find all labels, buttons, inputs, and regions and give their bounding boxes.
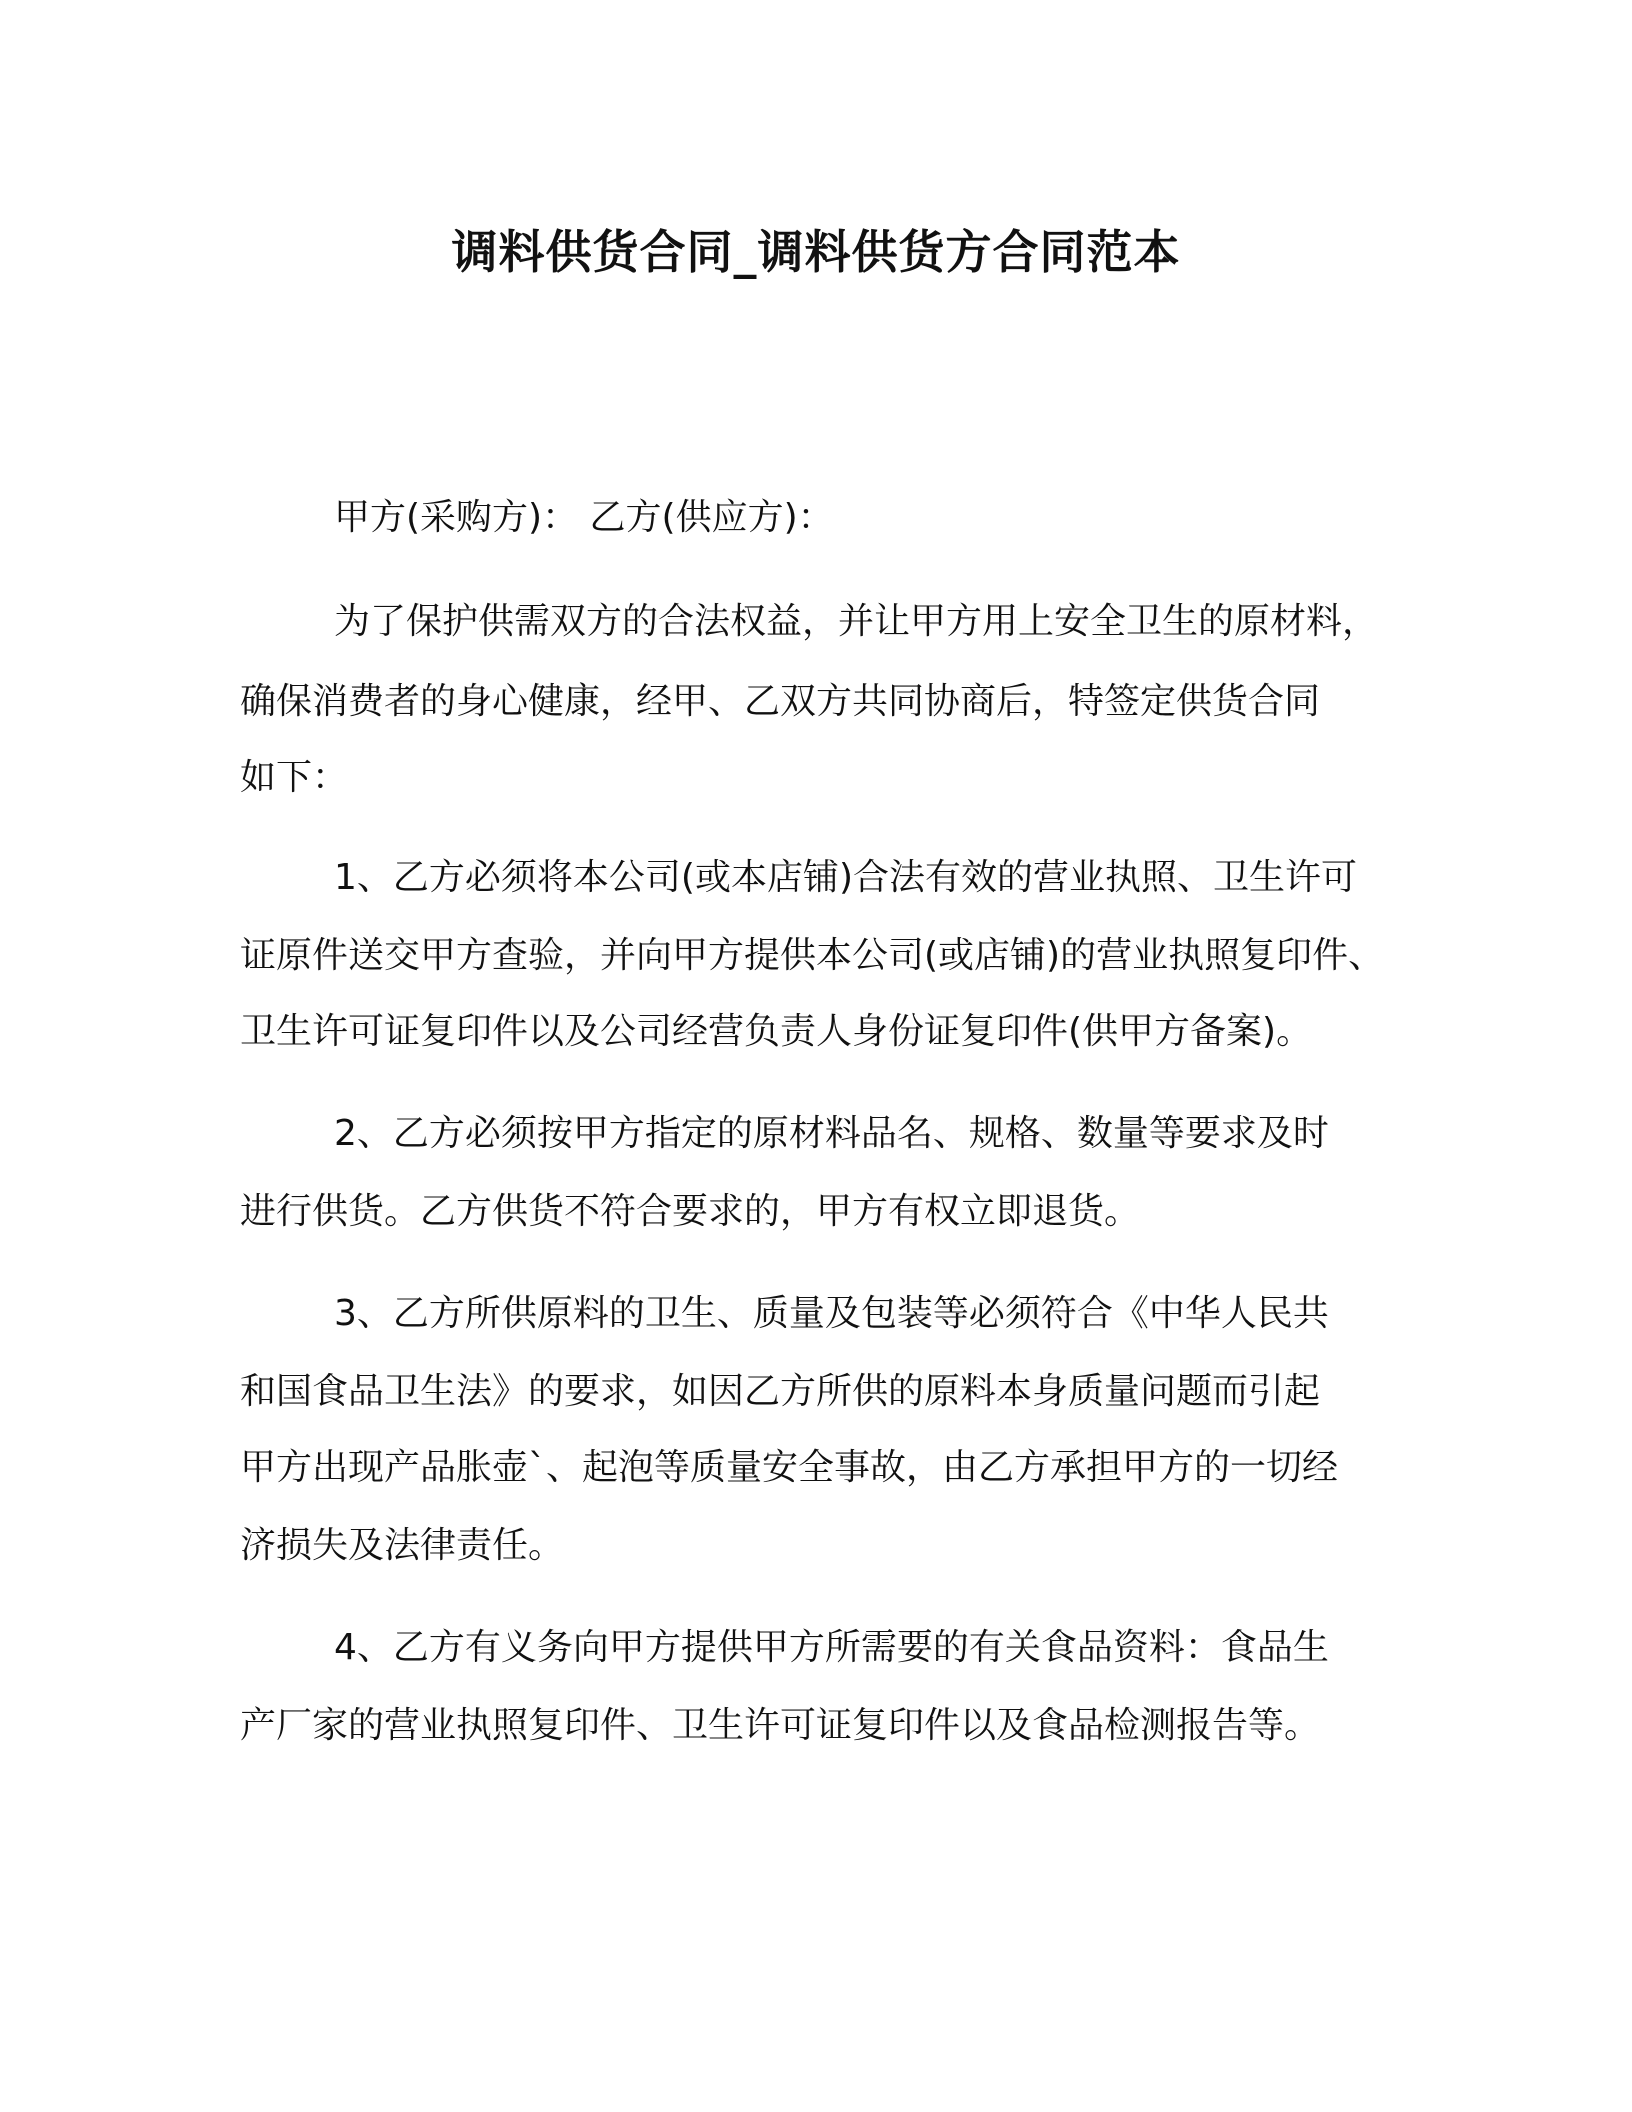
intro-line-2: 确保消费者的身心健康，经甲、乙双方共同协商后，特签定供货合同 xyxy=(240,681,1321,722)
clause-3-line-2: 和国食品卫生法》的要求，如因乙方所供的原料本身质量问题而引起 xyxy=(240,1371,1321,1412)
intro-line-1: 为了保护供需双方的合法权益，并让甲方用上安全卫生的原材料， xyxy=(334,601,1379,642)
clause-3-line-3: 甲方出现产品胀壶`、起泡等质量安全事故，由乙方承担甲方的一切经 xyxy=(240,1447,1339,1488)
clause-3-line-1: 3、乙方所供原料的卫生、质量及包装等必须符合《中华人民共 xyxy=(334,1293,1329,1334)
clause-1-line-2: 证原件送交甲方查验，并向甲方提供本公司(或店铺)的营业执照复印件、 xyxy=(240,935,1385,976)
clause-3-line-4: 济损失及法律责任。 xyxy=(240,1525,565,1566)
document-title: 调料供货合同_调料供货方合同范本 xyxy=(451,225,1181,279)
intro-line-3: 如下： xyxy=(240,757,349,798)
clause-1-line-3: 卫生许可证复印件以及公司经营负责人身份证复印件(供甲方备案)。 xyxy=(240,1011,1313,1052)
parties-line: 甲方(采购方)： 乙方(供应方)： xyxy=(334,497,834,538)
clause-4-line-2: 产厂家的营业执照复印件、卫生许可证复印件以及食品检测报告等。 xyxy=(240,1705,1321,1746)
clause-1-line-1: 1、乙方必须将本公司(或本店铺)合法有效的营业执照、卫生许可 xyxy=(334,857,1357,898)
clause-2-line-2: 进行供货。乙方供货不符合要求的，甲方有权立即退货。 xyxy=(240,1191,1141,1232)
clause-2-line-1: 2、乙方必须按甲方指定的原材料品名、规格、数量等要求及时 xyxy=(334,1113,1329,1154)
clause-4-line-1: 4、乙方有义务向甲方提供甲方所需要的有关食品资料：食品生 xyxy=(334,1627,1329,1668)
